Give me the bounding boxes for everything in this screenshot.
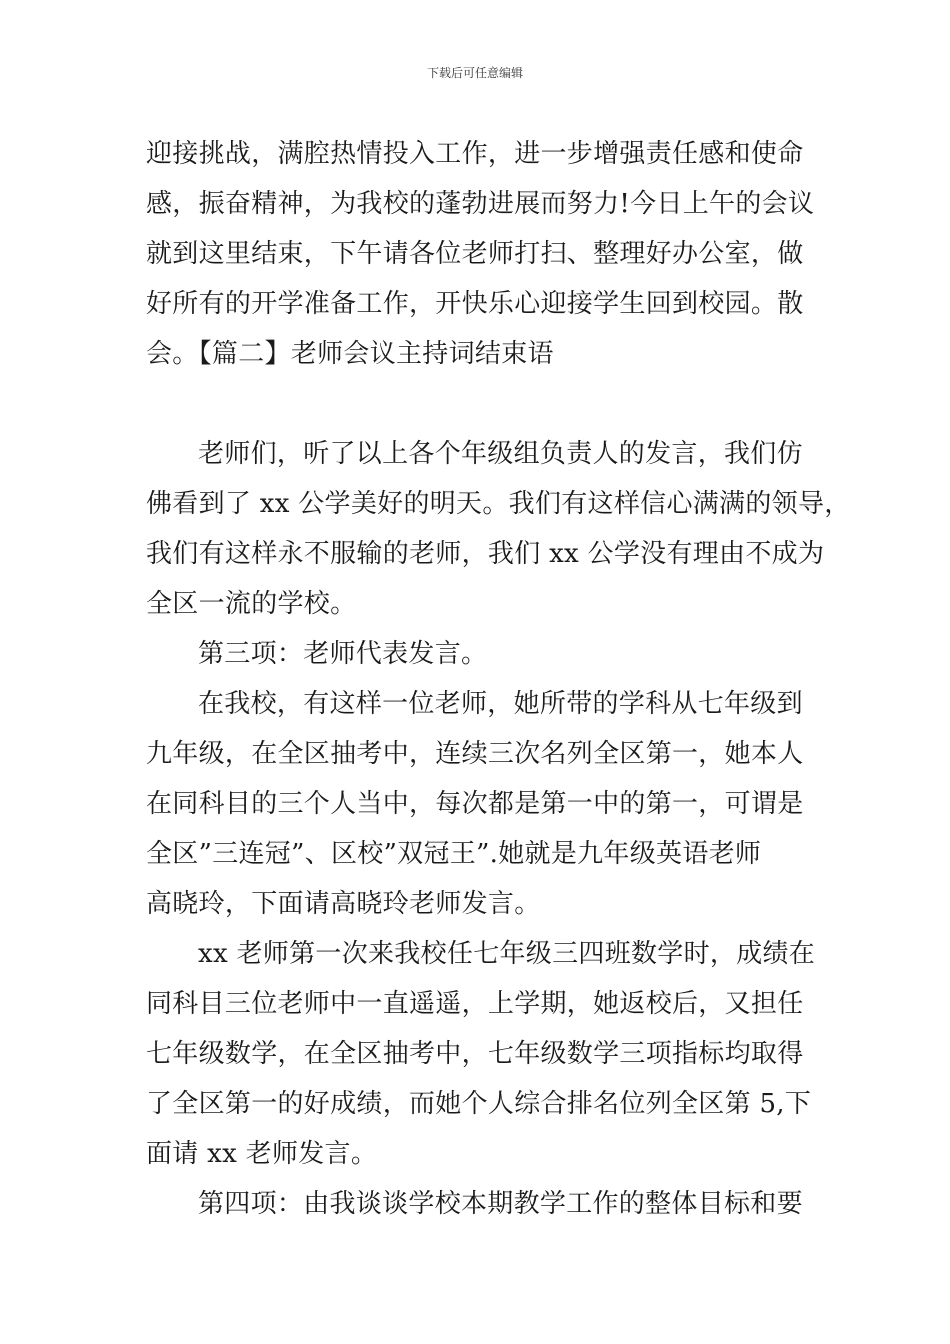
text-line: 全区”三连冠”、区校”双冠王”.她就是九年级英语老师 bbox=[146, 839, 762, 869]
document-body bbox=[146, 129, 851, 1229]
paragraph-gap bbox=[146, 379, 818, 429]
text-line: 七年级数学，在全区抽考中，七年级数学三项指标均取得 bbox=[146, 1039, 804, 1069]
text-line: 在我校，有这样一位老师，她所带的学科从七年级到 bbox=[198, 689, 803, 719]
paragraph-item-four bbox=[146, 1179, 818, 1229]
text-line: 在同科目的三个人当中，每次都是第一中的第一，可谓是 bbox=[146, 789, 804, 819]
text-line: 就到这里结束，下午请各位老师打扫、整理好办公室，做 bbox=[146, 239, 804, 269]
text-line: 感，振奋精神，为我校的蓬勃进展而努力!今日上午的会议 bbox=[146, 189, 815, 219]
text-line: 高晓玲，下面请高晓玲老师发言。 bbox=[146, 889, 541, 919]
text-line: 第四项：由我谈谈学校本期教学工作的整体目标和要 bbox=[198, 1189, 803, 1219]
paragraph-item-three bbox=[146, 629, 818, 679]
paragraph-teacher-intro-2 bbox=[146, 929, 818, 1179]
text-line: 同科目三位老师中一直遥遥，上学期，她返校后，又担任 bbox=[146, 989, 804, 1019]
text-line: 全区一流的学校。 bbox=[146, 589, 357, 619]
text-line: 好所有的开学准备工作，开快乐心迎接学生回到校园。散 bbox=[146, 289, 804, 319]
text-line: 佛看到了 xx 公学美好的明天。我们有这样信心满满的领导， bbox=[146, 489, 851, 519]
paragraph-closing-remarks bbox=[146, 129, 818, 379]
text-line: xx 老师第一次来我校任七年级三四班数学时，成绩在 bbox=[198, 939, 816, 969]
paragraph-teacher-intro-1 bbox=[146, 679, 818, 929]
text-line: 会。【篇二】老师会议主持词结束语 bbox=[146, 339, 554, 369]
text-line: 老师们，听了以上各个年级组负责人的发言，我们仿 bbox=[198, 439, 803, 469]
text-line: 我们有这样永不服输的老师，我们 xx 公学没有理由不成为 bbox=[146, 539, 825, 569]
text-line: 第三项：老师代表发言。 bbox=[198, 639, 488, 669]
paragraph-teachers-address bbox=[146, 429, 851, 629]
text-line: 迎接挑战，满腔热情投入工作，进一步增强责任感和使命 bbox=[146, 139, 804, 169]
text-line: 九年级，在全区抽考中，连续三次名列全区第一，她本人 bbox=[146, 739, 804, 769]
page-header: 下载后可任意编辑 bbox=[426, 66, 523, 80]
text-line: 了全区第一的好成绩，而她个人综合排名位列全区第 5,下 bbox=[146, 1089, 812, 1119]
text-line: 面请 xx 老师发言。 bbox=[146, 1139, 378, 1169]
